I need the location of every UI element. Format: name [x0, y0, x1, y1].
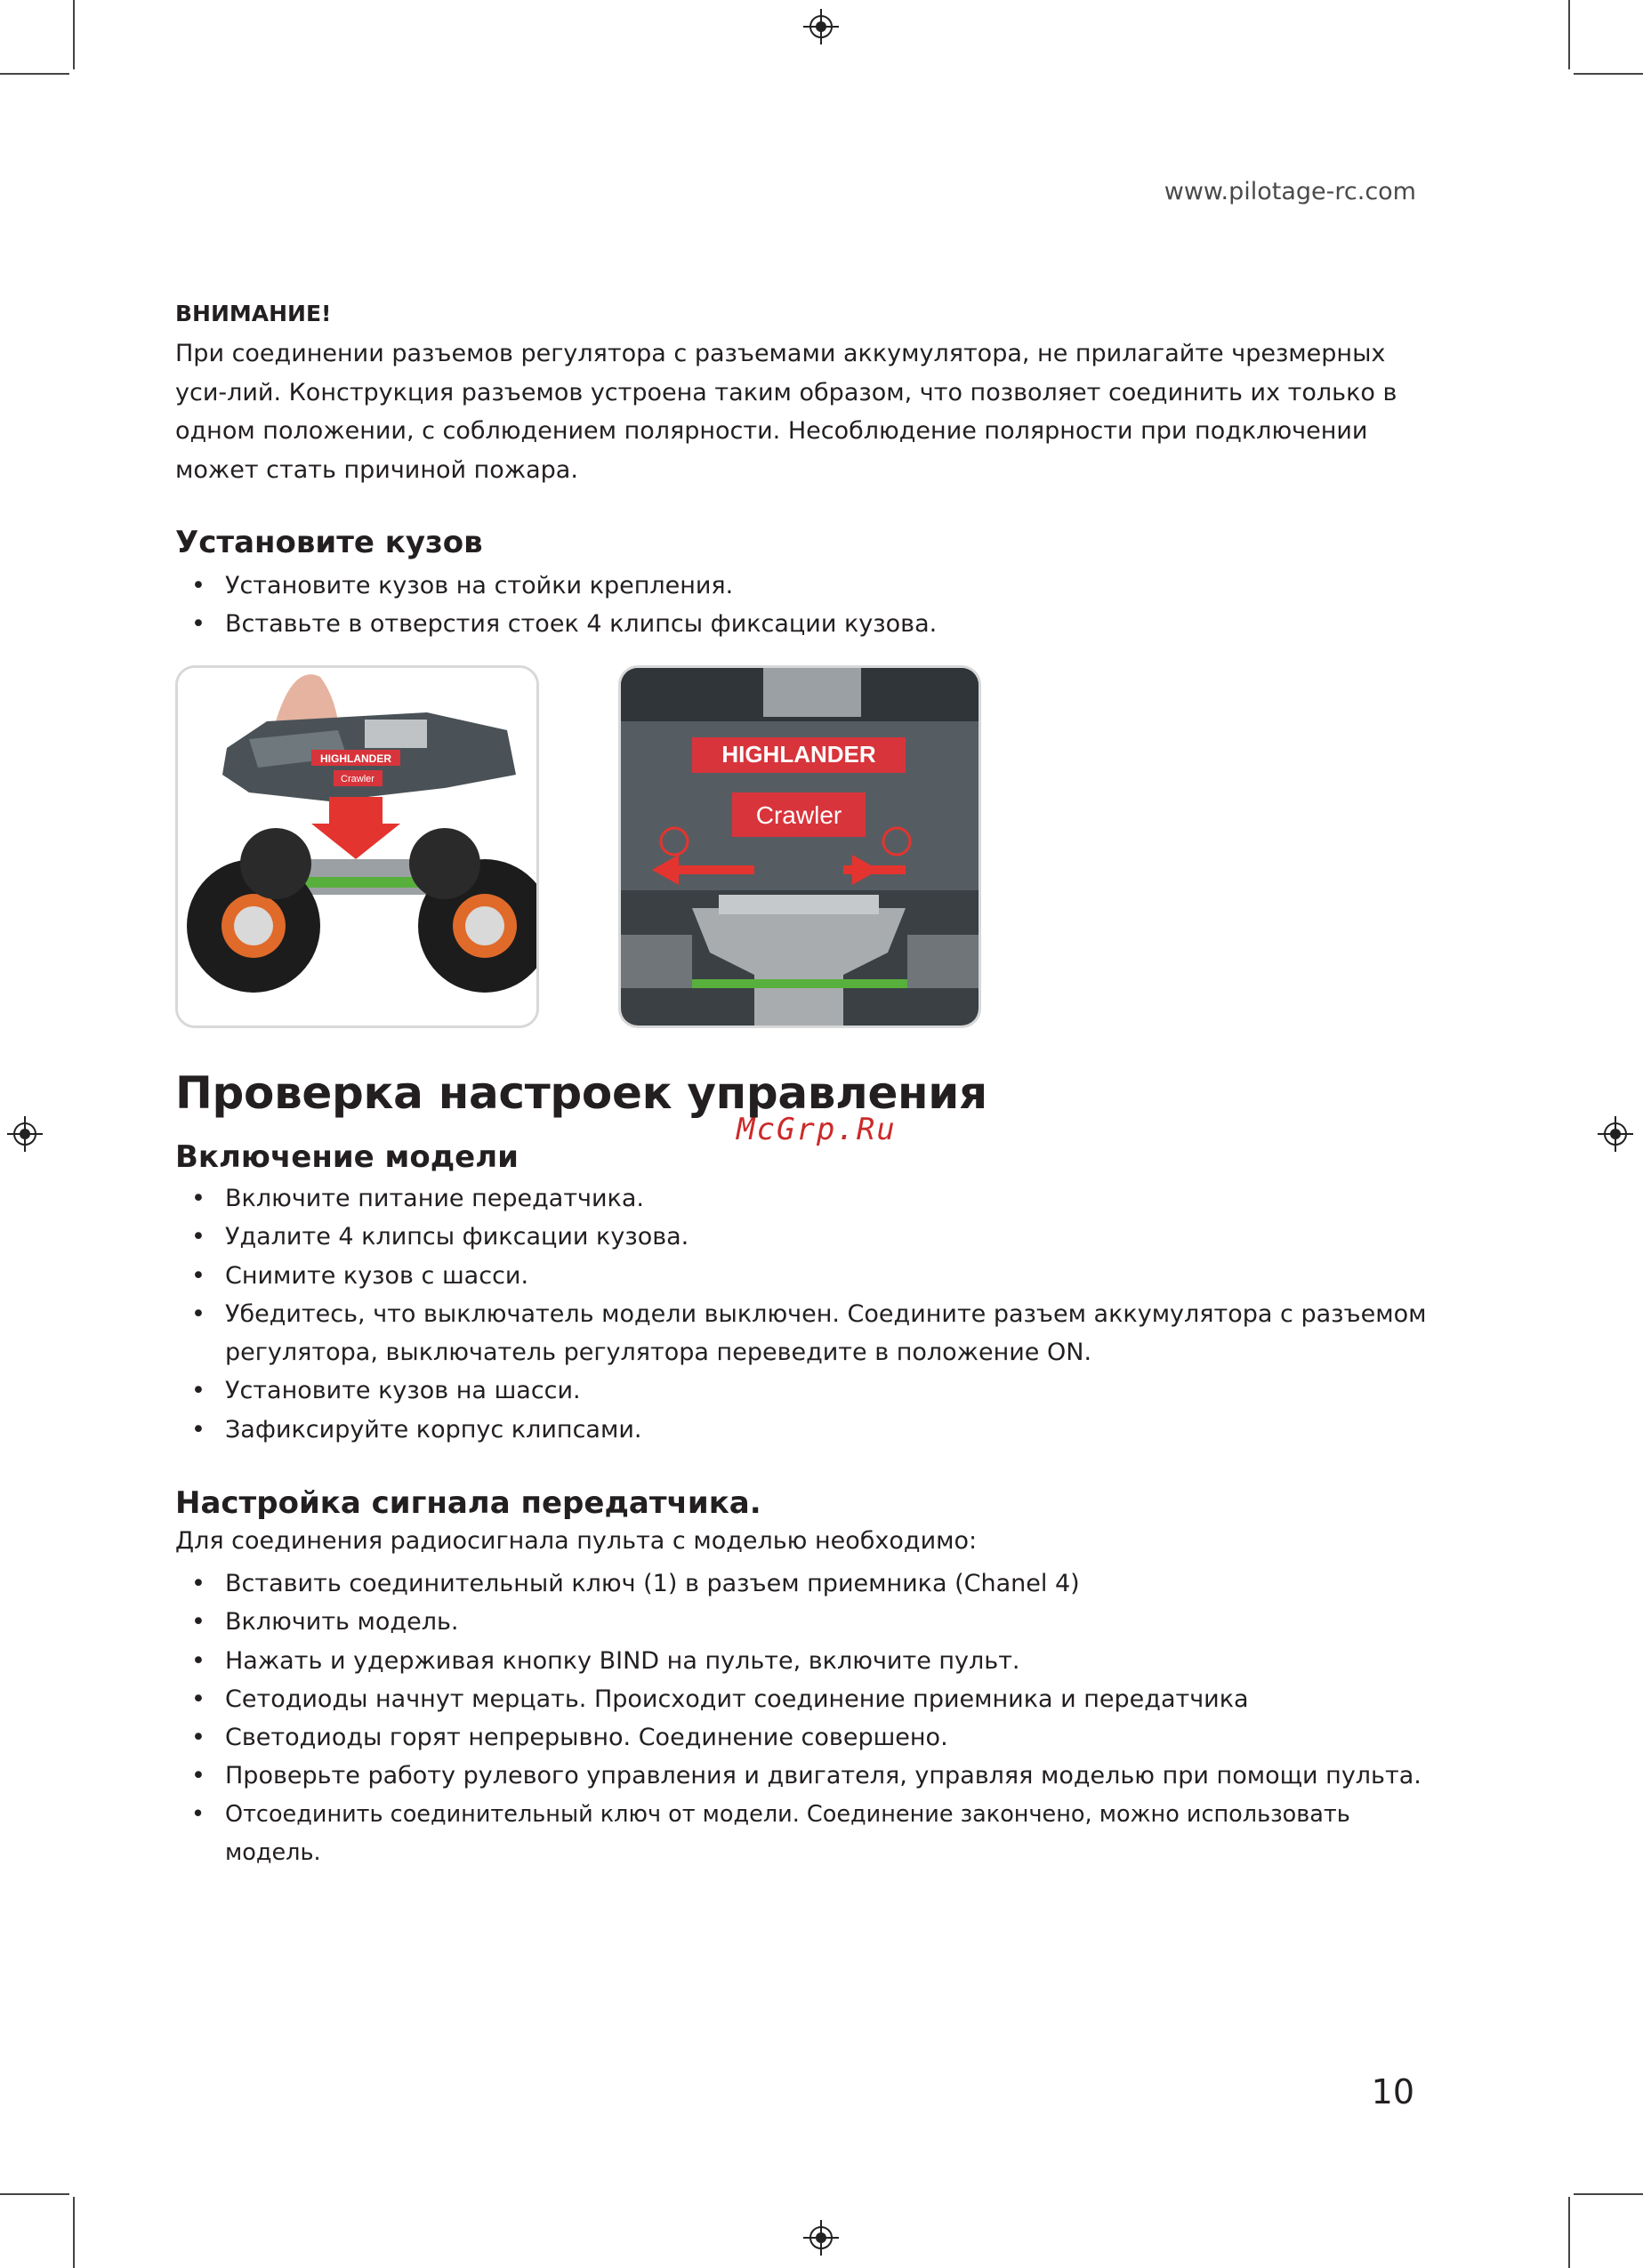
power-on-list	[191, 1179, 1437, 1449]
photo-body-install	[175, 665, 539, 1028]
registration-mark-icon	[803, 2220, 839, 2256]
section-title: Проверка настроек управления	[175, 1067, 987, 1119]
brand-label-text: HIGHLANDER	[721, 741, 876, 768]
list-item: • Отсоединить соединительный ключ от модели. Соединение закончено, можно использовать модель.	[191, 1796, 1437, 1873]
crop-mark	[1568, 0, 1570, 69]
header-url: www.pilotage-rc.com	[1164, 178, 1416, 205]
list-item: • Проверьте работу рулевого управления и двигателя, управляя моделью при помощи пульта.	[191, 1757, 1437, 1795]
list-item: • Установите кузов на стойки крепления.	[191, 567, 1437, 605]
list-item: • Зафиксируйте корпус клипсами.	[191, 1411, 1437, 1449]
crop-mark	[1574, 73, 1643, 75]
binding-list	[191, 1564, 1437, 1872]
model-label-text: Crawler	[755, 801, 842, 829]
crop-mark	[1574, 2193, 1643, 2195]
registration-mark-icon	[1598, 1116, 1633, 1152]
list-item: • Вставить соединительный ключ (1) в разъем приемника (Chanel 4)	[191, 1564, 1437, 1603]
model-label-text: Crawler	[341, 774, 375, 784]
brand-label-text: HIGHLANDER	[320, 752, 391, 765]
registration-mark-icon	[7, 1116, 43, 1152]
list-item: • Сетодиоды начнут мерцать. Происходит соединение приемника и передатчика	[191, 1680, 1437, 1718]
photo-body-clips	[618, 665, 981, 1028]
install-body-list	[191, 567, 1437, 644]
binding-lead: Для соединения радиосигнала пульта с моделью необходимо:	[175, 1527, 978, 1555]
list-item: • Включите питание передатчика.	[191, 1179, 1437, 1218]
crop-mark	[0, 73, 69, 75]
install-body-heading: Установите кузов	[175, 525, 483, 560]
list-item: • Включить модель.	[191, 1603, 1437, 1641]
power-on-heading: Включение модели	[175, 1139, 519, 1175]
list-item: • Светодиоды горят непрерывно. Соединение совершено.	[191, 1718, 1437, 1757]
list-item: • Убедитесь, что выключатель модели выключен. Соедините разъем аккумулятора с разъемом регулятора, выключатель регулятора переведите в положение ON.	[191, 1295, 1437, 1372]
page-number: 10	[1371, 2072, 1414, 2111]
watermark: McGrp.Ru	[737, 1112, 897, 1147]
list-item: • Снимите кузов с шасси.	[191, 1257, 1437, 1295]
warning-text: При соединении разъемов регулятора с разъемами аккумулятора, не прилагайте чрезмерных уси-лий. Конструкция разъемов устроена таким образом, что позволяет соединить их только в одном положении, с соблюдением полярности. Несоблюдение полярности при подключении может стать причиной пожара.	[175, 340, 1397, 484]
list-item: • Удалите 4 клипсы фиксации кузова.	[191, 1218, 1437, 1256]
list-item: • Установите кузов на шасси.	[191, 1371, 1437, 1410]
warning-title: ВНИМАНИЕ!	[175, 301, 332, 326]
crop-mark	[0, 2193, 69, 2195]
registration-mark-icon	[803, 9, 839, 44]
crop-mark	[73, 2197, 75, 2268]
crop-mark	[1568, 2197, 1570, 2268]
list-item: • Нажать и удерживая кнопку BIND на пульте, включите пульт.	[191, 1642, 1437, 1680]
list-item: • Вставьте в отверстия стоек 4 клипсы фиксации кузова.	[191, 605, 1437, 643]
binding-heading: Настройка сигнала передатчика.	[175, 1485, 761, 1521]
crop-mark	[73, 0, 75, 69]
